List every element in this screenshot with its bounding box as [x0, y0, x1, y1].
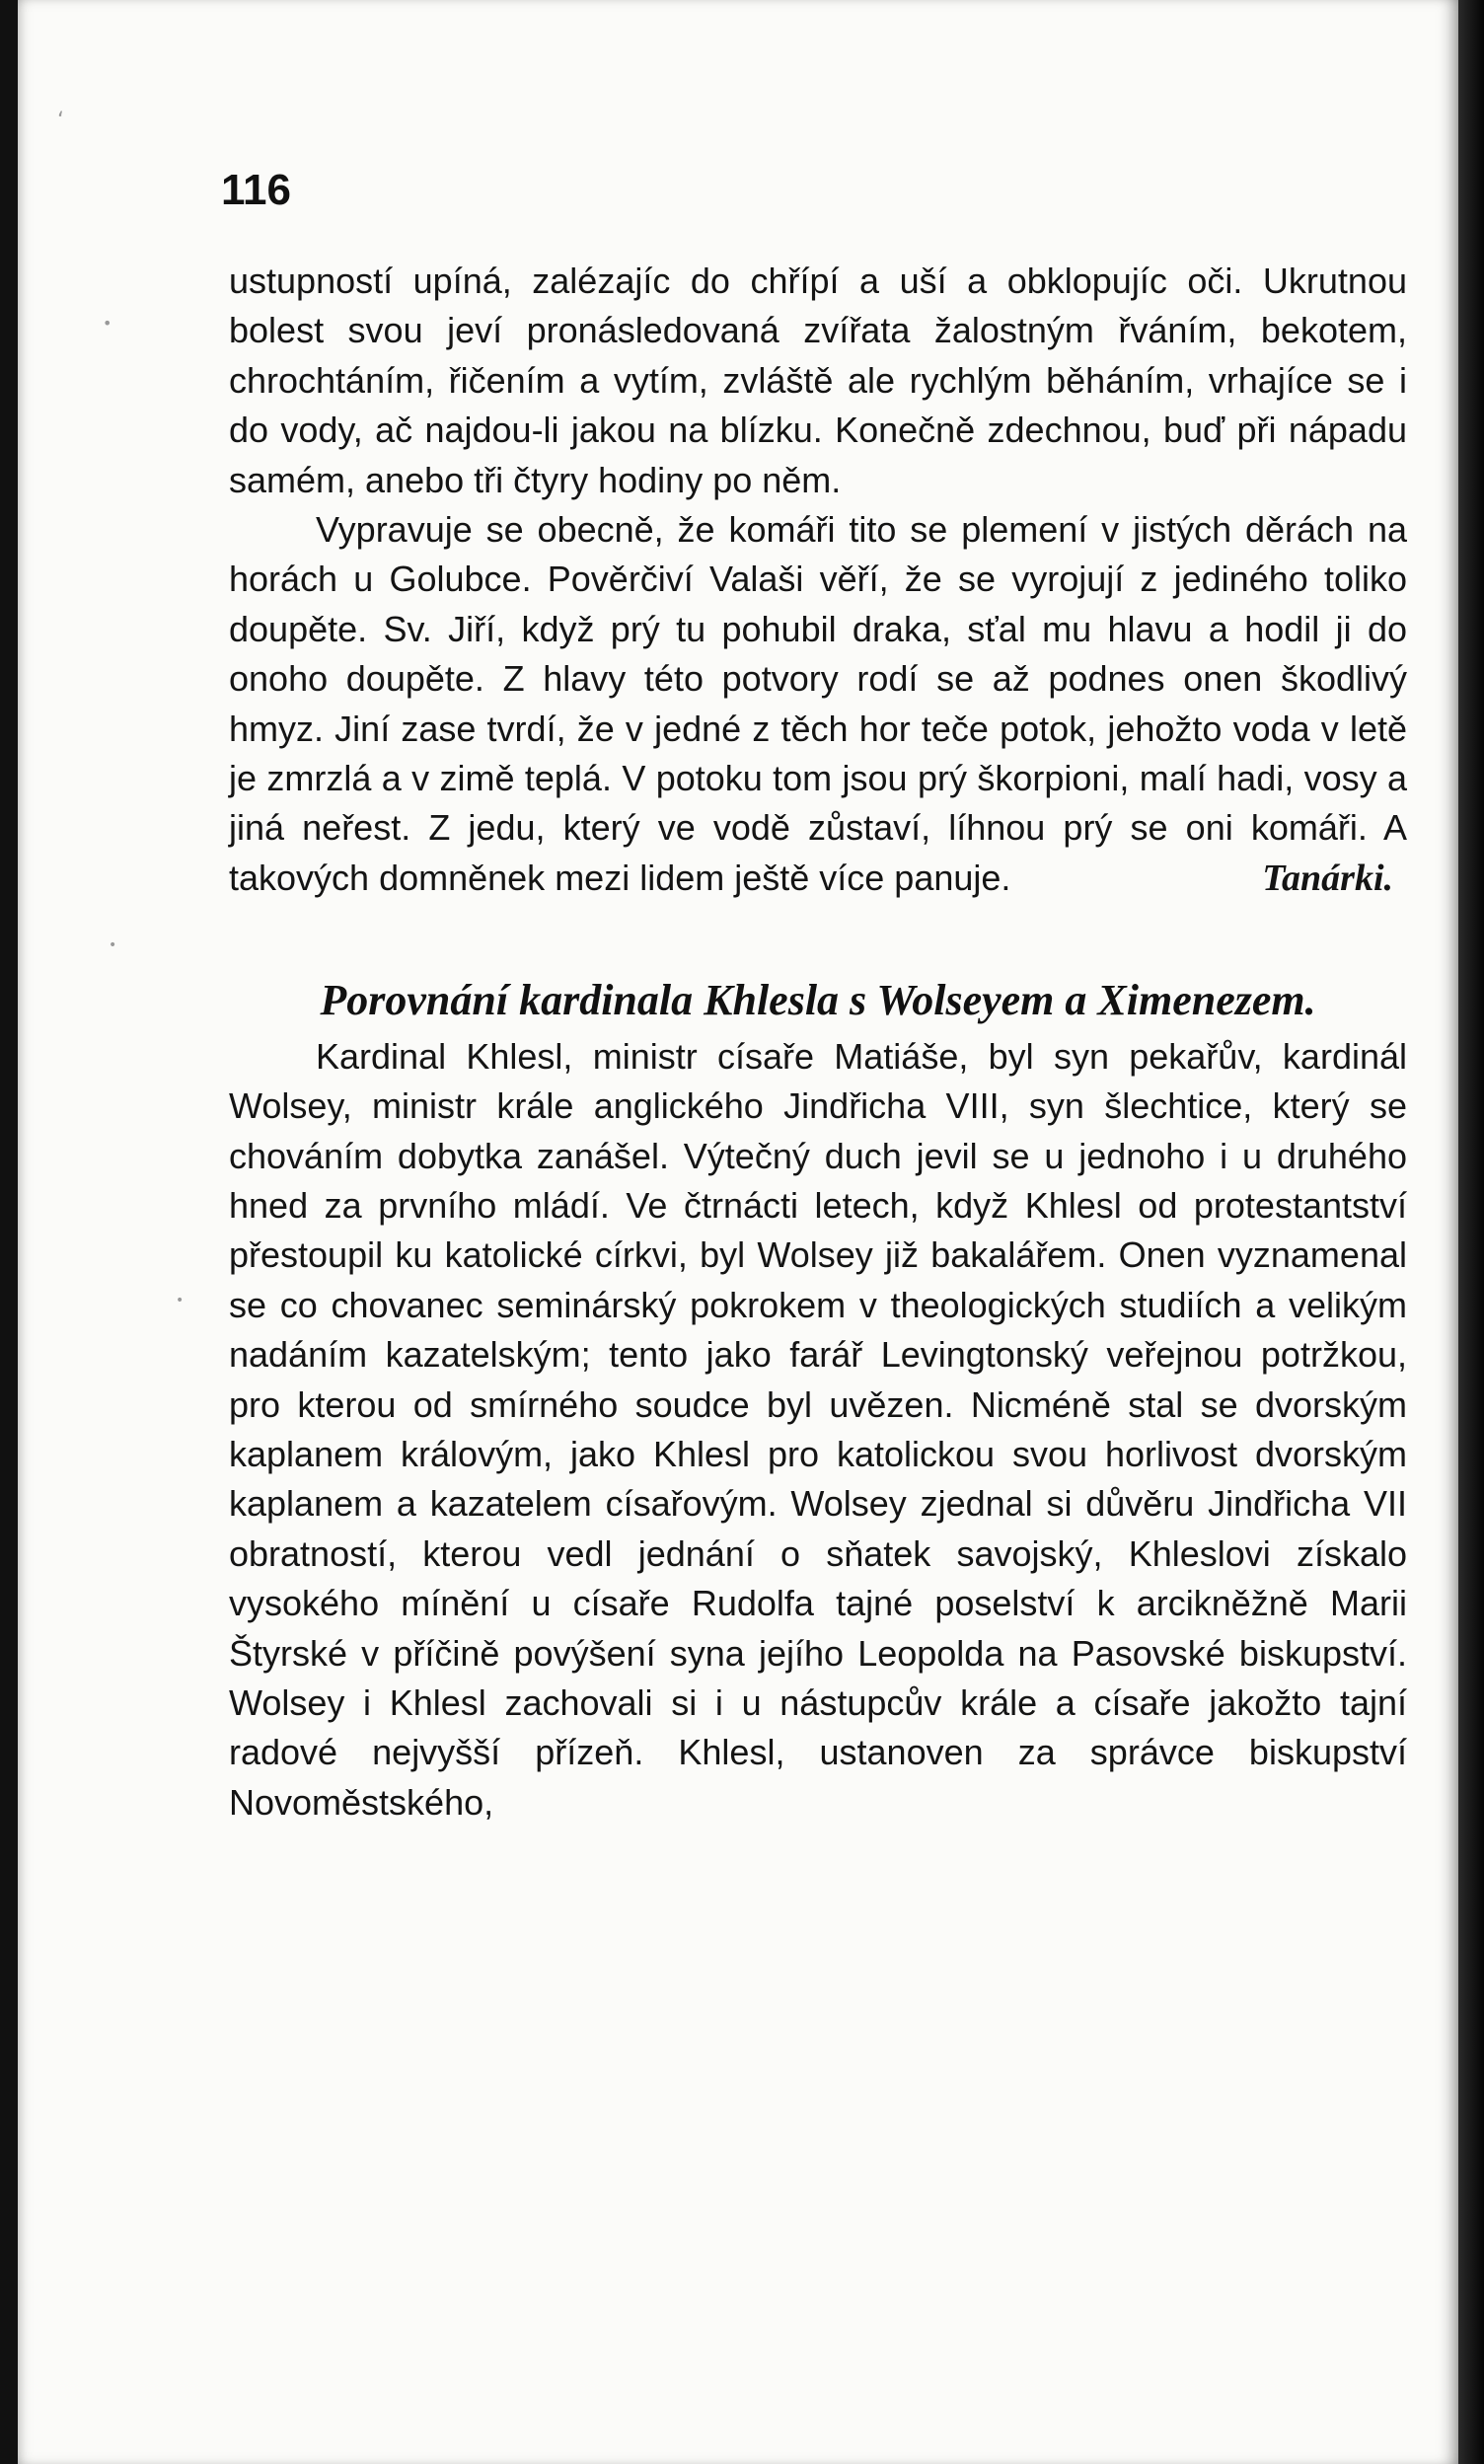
- margin-speck: •: [109, 937, 117, 953]
- paragraph-continued: ustupností upíná, zalézajíc do chřípí a uší a obklopujíc oči. Ukrutnou bolest svou jeví pronásledovaná zvířata žalostným řváním, bekotem, chrochtáním, řičením a vytím, zvláště ale rychlým běháním, vrhajíce se i do vody, ač najdou-li jakou na blízku. Konečně zdechnou, buď při nápadu samém, anebo tři čtyry hodiny po něm.: [229, 261, 1407, 500]
- book-page: [18, 0, 1460, 2464]
- author-signature: Tanárki.: [1262, 858, 1393, 900]
- page-number: 116: [221, 166, 291, 214]
- margin-speck: ‘: [57, 109, 64, 133]
- page-body: [229, 257, 1407, 1828]
- margin-speck: •: [103, 314, 112, 333]
- section-title: Porovnání kardinala Khlesla s Wolseyem a Ximenezem.: [320, 975, 1316, 1024]
- paragraph-mosquito-legends: Vypravuje se obecně, že komáři tito se plemení v jistých děrách na horách u Golubce. Pověrčiví Valaši věří, že se vyrojují z jediného toliko doupěte. Sv. Jiří, když prý tu pohubil draka, sťal mu hlavu a hodil ji do onoho doupěte. Z hlavy této potvory rodí se až podnes onen škodlivý hmyz. Jiní zase tvrdí, že v jedné z těch hor teče potok, jehožto voda v letě je zmrzlá a v zimě teplá. V potoku tom jsou prý škorpioni, malí hadi, vosy a jiná neřest. Z jedu, který ve vodě zůstaví, líhnou prý se oni komáři. A takových domněnek mezi lidem ještě více panuje.: [229, 509, 1407, 898]
- page-edge-shadow: [1458, 0, 1484, 2464]
- margin-speck: •: [176, 1293, 185, 1308]
- paragraph-khlesl-wolsey: Kardinal Khlesl, ministr císaře Matiáše, byl syn pekařův, kardinál Wolsey, ministr krále anglického Jindřicha VIII, syn šlechtice, který se chováním dobytka zanášel. Výtečný duch jevil se u jednoho i u druhého hned za prvního mládí. Ve čtrnácti letech, když Khlesl od protestantství přestoupil ku katolické církvi, byl Wolsey již bakalářem. Onen vyznamenal se co chovanec seminárský pokrokem v theologických studiích a velikým nadáním kazatelským; tento jako farář Levingtonský veřejnou potržkou, pro kterou od smírného soudce byl uvězen. Nicméně stal se dvorským kaplanem královým, jako Khlesl pro katolickou svou horlivost dvorským kaplanem a kazatelem císařovým. Wolsey zjednal si důvěru Jindřicha VII obratností, kterou vedl jednání o sňatek savojský, Khleslovi získalo vysokého mínění u císaře Rudolfa tajné poselství k arcikněžně Marii Štyrské v příčině povýšení syna jejího Leopolda na Pasovské biskupství. Wolsey i Khlesl zachovali si i u nástupcův krále a císaře jakožto tajní radové nejvyšší přízeň. Khlesl, ustanoven za správce biskupství Novoměstského,: [229, 1035, 1407, 1823]
